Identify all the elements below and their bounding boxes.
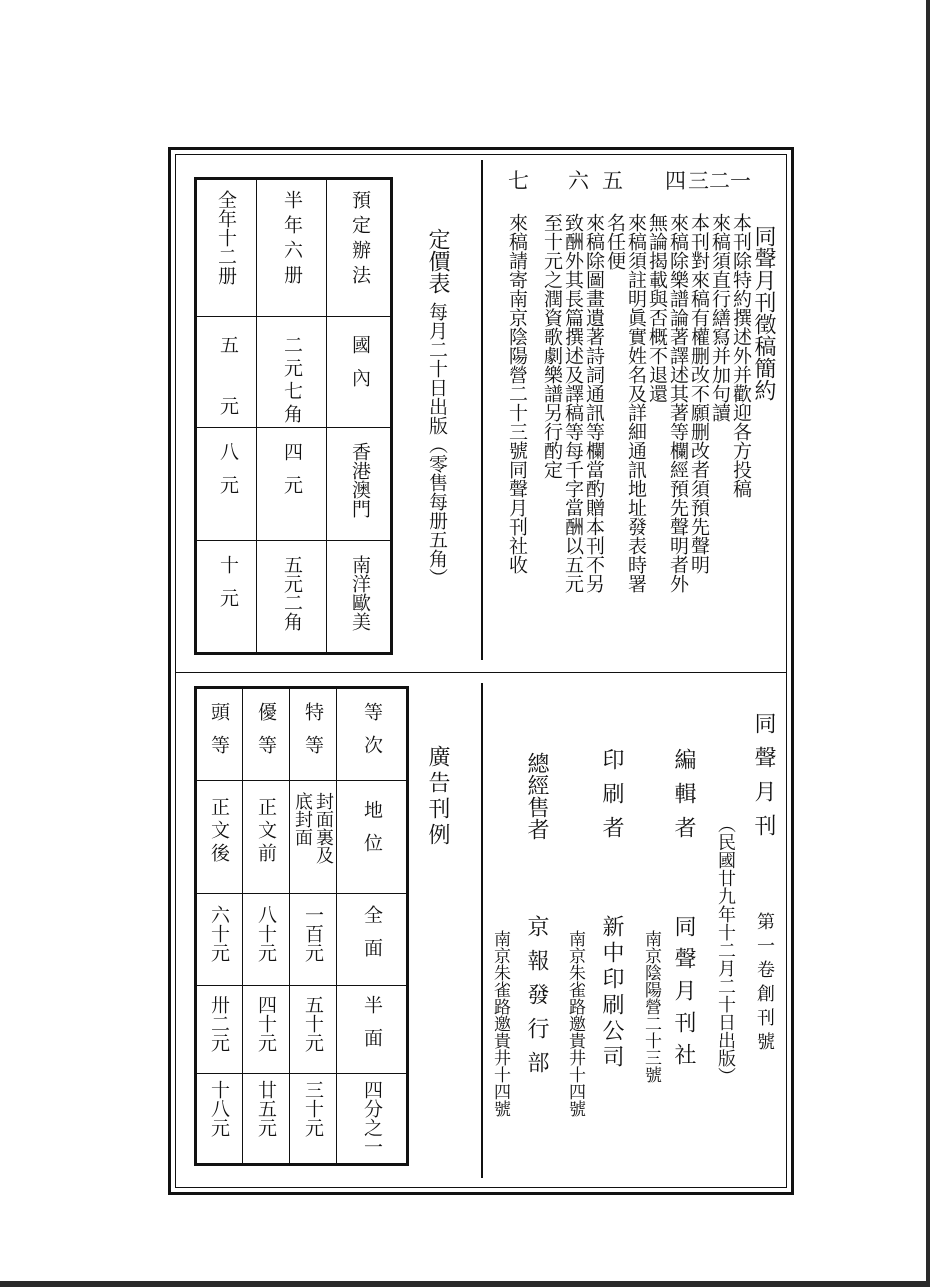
price-header-plan: 預定辦法 — [349, 190, 371, 290]
table-gridline — [336, 689, 337, 1163]
distributor-address: 南京朱雀路邀貴井十四號 — [490, 930, 510, 1117]
ads-quarter-price: 三十元 — [302, 1080, 324, 1137]
price-region: 香港澳門 — [349, 442, 371, 518]
ads-header-half: 半面 — [361, 995, 383, 1061]
solicitation-title: 同聲月刊徵稿簡約 — [751, 225, 776, 401]
rule-number-1: 一 — [730, 169, 751, 193]
rule-text: 致酬外其長篇撰述及譯稿等每千字當酬以五元 — [562, 213, 584, 593]
price-subtitle: 每月二十日出版（零售每册五角） — [426, 302, 448, 587]
rule-text: 來稿除樂譜論著譯述其著等欄經預先聲明者外 — [667, 213, 689, 593]
publication-date: （民國廿九年十二月二十日出版） — [715, 815, 736, 1085]
rule-text: 來稿除圖畫遺著詩詞通訊等欄當酌贈本刊不另 — [583, 213, 605, 593]
table-gridline — [326, 180, 327, 652]
table-gridline — [197, 1073, 406, 1074]
top-column-divider — [481, 160, 483, 660]
rule-text: 本刊除特約撰述外并歡迎各方投稿 — [730, 213, 752, 498]
table-gridline — [256, 180, 257, 652]
ads-grade: 特等 — [302, 702, 324, 768]
rule-text: 至十元之潤資歌劇樂譜另行酌定 — [541, 213, 563, 479]
rule-text: 無論揭載與否概不退還 — [646, 213, 668, 403]
table-gridline — [197, 893, 406, 894]
price-full-value: 八元 — [217, 442, 239, 508]
ads-full-price: 六十元 — [208, 905, 230, 962]
ads-header-grade: 等次 — [361, 702, 383, 768]
price-half-value: 四元 — [281, 442, 303, 508]
rule-number-7: 七 — [508, 169, 529, 193]
table-gridline — [197, 985, 406, 986]
editor-address: 南京陰陽營二十三號 — [641, 930, 661, 1083]
price-half-value: 二元七角 — [281, 335, 303, 427]
printer-name: 新中印刷公司 — [599, 915, 624, 1071]
magazine-title: 同聲月刊 — [751, 712, 776, 848]
rule-text: 來稿請寄南京陰陽營二十三號同聲月刊社收 — [506, 213, 528, 574]
page-edge-bottom — [0, 1281, 930, 1287]
price-header-half: 半年六册 — [281, 190, 303, 290]
table-gridline — [197, 427, 390, 428]
ads-half-price: 四十元 — [255, 995, 277, 1052]
ads-quarter-price: 十八元 — [208, 1080, 230, 1137]
rule-number-3: 三 — [688, 169, 709, 193]
table-gridline — [197, 780, 406, 781]
editor-name: 同聲月刊社 — [671, 915, 696, 1075]
price-header-full: 全年十二册 — [215, 190, 237, 285]
price-full-value: 十元 — [217, 555, 239, 621]
ads-half-price: 五十元 — [302, 995, 324, 1052]
ads-half-price: 卅二元 — [208, 995, 230, 1052]
rule-number-2: 二 — [709, 169, 730, 193]
bottom-column-divider — [481, 683, 483, 1178]
printer-label: 印刷者 — [599, 748, 624, 850]
ads-header-position: 地位 — [361, 800, 383, 866]
page-edge-right — [926, 0, 930, 1287]
table-gridline — [197, 540, 390, 541]
editor-label: 編輯者 — [671, 748, 696, 850]
table-gridline — [242, 689, 243, 1163]
ads-quarter-price: 廿五元 — [255, 1080, 277, 1137]
ads-title: 廣告刊例 — [425, 745, 450, 849]
table-gridline — [289, 689, 290, 1163]
rule-text: 名任便 — [604, 213, 626, 270]
ads-position: 正文前 — [255, 797, 277, 866]
ads-position: 封面裏及底封面 — [292, 792, 334, 864]
ads-header-full: 全面 — [361, 905, 383, 971]
table-gridline — [197, 316, 390, 317]
rule-text: 來稿須直行繕寫并加句讀 — [709, 213, 731, 422]
rule-text: 來稿須註明眞實姓名及詳細通訊地址發表時署 — [625, 213, 647, 593]
printer-address: 南京朱雀路邀貴井十四號 — [565, 930, 585, 1117]
rule-number-4: 四 — [665, 169, 686, 193]
distributor-label: 總經售者 — [524, 752, 549, 840]
horizontal-divider — [175, 672, 787, 673]
rule-number-5: 五 — [602, 169, 623, 193]
ads-full-price: 八十元 — [255, 905, 277, 962]
issue-label: 第一卷創刊號 — [754, 912, 775, 1056]
distributor-name: 京報發行部 — [524, 915, 549, 1085]
ads-grade: 優等 — [255, 702, 277, 768]
price-region: 國內 — [349, 335, 371, 401]
rule-text: 本刊對來稿有權删改不願删改者須預先聲明 — [688, 213, 710, 574]
ads-full-price: 一百元 — [302, 905, 324, 962]
price-title: 定價表 — [425, 228, 450, 294]
rule-number-6: 六 — [568, 169, 589, 193]
price-region: 南洋歐美 — [349, 555, 371, 631]
ads-position: 正文後 — [208, 797, 230, 866]
ads-grade: 頭等 — [208, 702, 230, 768]
ads-header-quarter: 四分之一 — [361, 1080, 383, 1156]
price-half-value: 五元二角 — [281, 555, 303, 631]
price-full-value: 五 元 — [217, 335, 239, 415]
